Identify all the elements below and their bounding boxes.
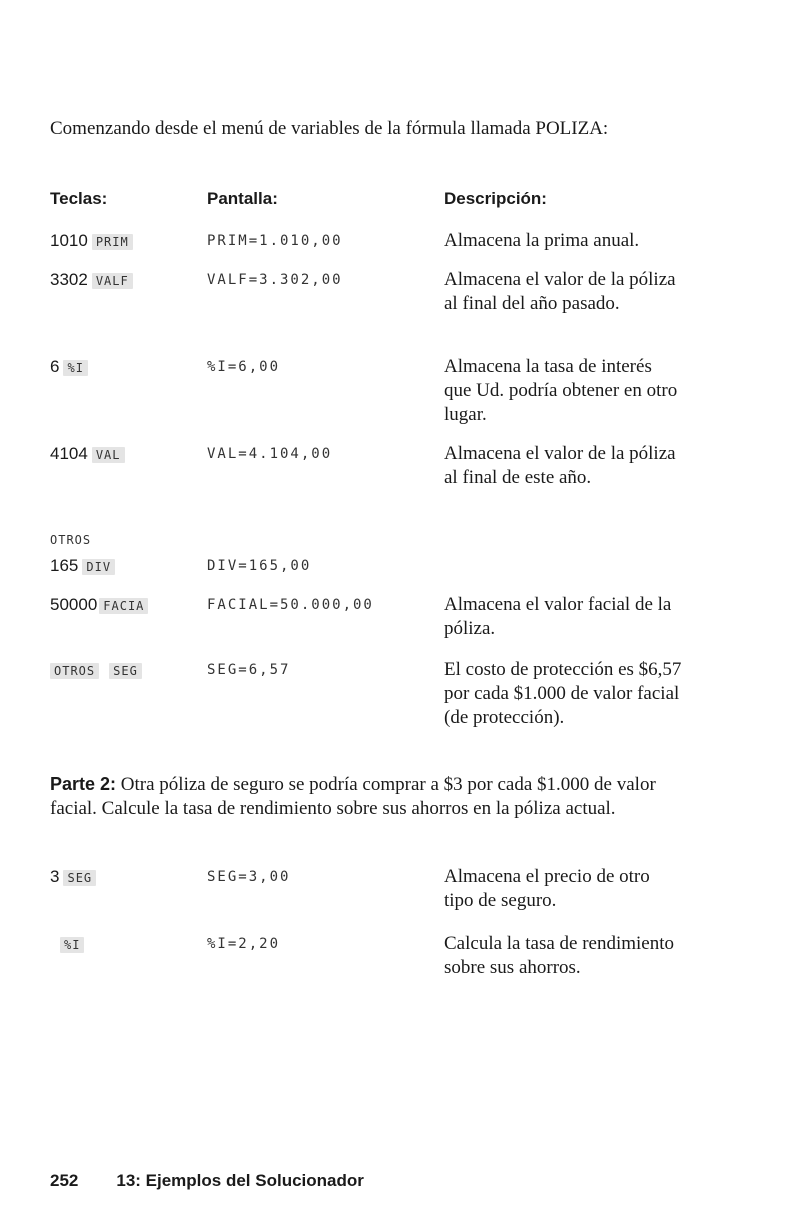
key-number: 6 <box>50 357 60 376</box>
softkey-seg: SEG <box>63 870 96 886</box>
parte2-text: Otra póliza de seguro se podría comprar a $3 por cada $1.000 de valor facial. Calcule la tasa de rendimiento sobre sus ahorros en la póliza actual. <box>50 774 656 819</box>
display-readout: %I=6,00 <box>207 359 281 375</box>
page-footer <box>50 1171 364 1191</box>
table-row <box>50 444 125 464</box>
table-row <box>50 231 133 251</box>
softkey-otros: OTROS <box>50 533 92 547</box>
row-description: Almacena el valor de la póliza al final de este año. <box>444 443 676 488</box>
softkey-facial: FACIA <box>99 598 148 614</box>
display-readout: VALF=3.302,00 <box>207 272 343 288</box>
page-number: 252 <box>50 1171 79 1190</box>
row-description: Calcula la tasa de rendimiento sobre sus ahorros. <box>444 933 675 978</box>
display-readout: SEG=6,57 <box>207 662 291 678</box>
display-readout: PRIM=1.010,00 <box>207 233 343 249</box>
softkey-div: DIV <box>82 559 115 575</box>
key-number: 3302 <box>50 270 88 289</box>
softkey-prim: PRIM <box>92 234 133 250</box>
row-description: Almacena el precio de otro tipo de seguro. <box>444 866 650 911</box>
table-row <box>50 556 115 576</box>
parte2-label: Parte 2: <box>50 774 117 794</box>
softkey-otros: OTROS <box>50 663 99 679</box>
header-keys: Teclas: <box>50 189 108 208</box>
parte2-paragraph <box>50 772 690 821</box>
row-description: Almacena la tasa de interés que Ud. podría obtener en otro lugar. <box>444 356 678 425</box>
table-row <box>50 867 96 887</box>
row-description: El costo de protección es $6,57 por cada $1.000 de valor facial (de protección). <box>444 659 682 728</box>
row-description: Almacena el valor de la póliza al final del año pasado. <box>444 269 676 314</box>
header-description: Descripción: <box>444 189 547 208</box>
softkey-interest: %I <box>60 937 84 953</box>
display-readout: DIV=165,00 <box>207 558 312 574</box>
table-row <box>50 270 133 290</box>
display-readout: SEG=3,00 <box>207 869 291 885</box>
softkey-interest: %I <box>63 360 87 376</box>
key-number: 165 <box>50 556 79 575</box>
softkey-valf: VALF <box>92 273 133 289</box>
softkey-seg: SEG <box>109 663 142 679</box>
intro-paragraph: Comenzando desde el menú de variables de la fórmula llamada POLIZA: <box>50 118 609 139</box>
display-readout: %I=2,20 <box>207 936 281 952</box>
key-number: 3 <box>50 867 60 886</box>
row-description: Almacena la prima anual. <box>444 230 640 251</box>
key-number: 4104 <box>50 444 88 463</box>
display-readout: VAL=4.104,00 <box>207 446 333 462</box>
table-row <box>50 357 88 377</box>
table-row <box>50 934 84 954</box>
display-readout: FACIAL=50.000,00 <box>207 597 374 613</box>
softkey-val: VAL <box>92 447 125 463</box>
header-display: Pantalla: <box>207 189 278 208</box>
table-row <box>50 595 148 615</box>
key-number: 50000 <box>50 595 98 614</box>
key-number: 1010 <box>50 231 88 250</box>
chapter-title: 13: Ejemplos del Solucionador <box>116 1171 364 1190</box>
row-description: Almacena el valor facial de la póliza. <box>444 594 672 639</box>
table-row <box>50 660 142 680</box>
